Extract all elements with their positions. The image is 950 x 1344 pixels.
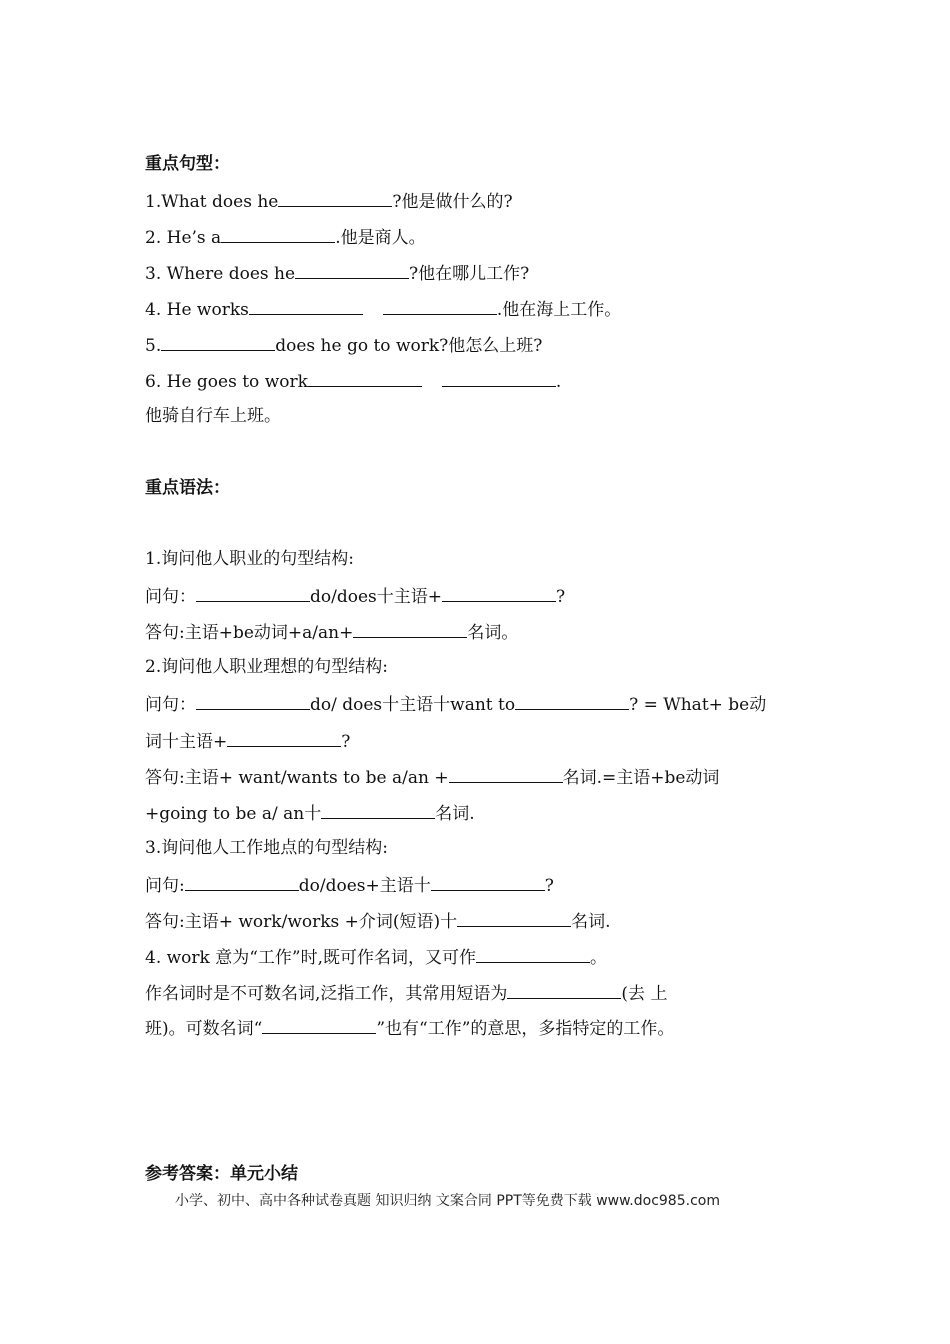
sentence-text: does he go to work?他怎么上班? [275, 336, 543, 356]
section-heading-sentences: 重点句型： [145, 154, 230, 174]
answer-blank[interactable] [457, 909, 571, 927]
answer-blank[interactable] [383, 297, 497, 315]
section-heading-grammar: 重点语法： [145, 478, 230, 498]
grammar-1-answer: 答句:主语+be动词+a/an+ 名词。 [145, 620, 518, 644]
sentence-text: ?他在哪儿工作? [409, 264, 530, 284]
answer-blank[interactable] [353, 620, 467, 638]
answers-heading: 参考答案：单元小结 [145, 1164, 298, 1184]
grammar-3-question: 问句: do/does+主语十 ? [145, 873, 554, 897]
grammar-2-title: 2.询问他人职业理想的句型结构: [145, 657, 388, 677]
answer-blank[interactable] [196, 692, 310, 710]
sentence-text: .他在海上工作。 [496, 300, 622, 320]
sentence-text: 6. He goes to work [145, 372, 308, 392]
sentence-translation: 他骑自行车上班。 [145, 406, 281, 426]
sentence-item-1 [145, 189, 513, 213]
answer-blank[interactable] [442, 584, 556, 602]
answer-blank[interactable] [507, 981, 621, 999]
answer-blank[interactable] [185, 873, 299, 891]
grammar-1-title: 1.询问他人职业的句型结构: [145, 549, 354, 569]
sentence-text: . [555, 372, 562, 392]
answer-blank[interactable] [227, 729, 341, 747]
grammar-4-line-2: 作名词时是不可数名词,泛指工作，其常用短语为 (去 上 [145, 981, 667, 1005]
answer-blank[interactable] [196, 584, 310, 602]
grammar-2-question: 问句： do/ does十主语十want to ? = What+ be动 [145, 692, 766, 716]
answer-blank[interactable] [308, 369, 422, 387]
grammar-4-line-3: 班)。可数名词“ ”也有“工作”的意思，多指特定的工作。 [145, 1016, 674, 1040]
sentence-item-6 [145, 369, 561, 393]
sentence-text: 3. Where does he [145, 264, 296, 284]
sentence-item-4 [145, 297, 621, 321]
sentence-text: 2. He’s a [145, 228, 222, 248]
sentence-text: .他是商人。 [335, 228, 426, 248]
answer-blank[interactable] [515, 692, 629, 710]
sentence-text: ?他是做什么的? [392, 192, 513, 212]
answer-blank[interactable] [249, 297, 363, 315]
answer-blank[interactable] [161, 333, 275, 351]
sentence-item-3 [145, 261, 529, 285]
grammar-2-question-cont: 词十主语+ ? [145, 729, 350, 753]
sentence-text: 4. He works [145, 300, 249, 320]
sentence-text: 5. [145, 336, 162, 356]
answer-blank[interactable] [449, 765, 563, 783]
grammar-1-question: 问句： do/does十主语+ ? [145, 584, 565, 608]
answer-blank[interactable] [278, 189, 392, 207]
grammar-2-answer-cont: +going to be a/ an十 名词. [145, 801, 475, 825]
answer-blank[interactable] [295, 261, 409, 279]
sentence-item-2 [145, 225, 426, 249]
sentence-text: 1.What does he [145, 192, 279, 212]
footer-watermark: 小学、初中、高中各种试卷真题 知识归纳 文案合同 PPT等免费下载 www.doc985.com [175, 1193, 720, 1209]
answer-blank[interactable] [476, 945, 590, 963]
grammar-3-answer: 答句:主语+ work/works +介词(短语)十 名词. [145, 909, 611, 933]
grammar-2-answer: 答句:主语+ want/wants to be a/an + 名词.=主语+be动词 [145, 765, 719, 789]
grammar-3-title: 3.询问他人工作地点的句型结构: [145, 838, 388, 858]
answer-blank[interactable] [431, 873, 545, 891]
answer-blank[interactable] [221, 225, 335, 243]
answer-blank[interactable] [321, 801, 435, 819]
sentence-item-5 [145, 333, 542, 357]
answer-blank[interactable] [442, 369, 556, 387]
answer-blank[interactable] [262, 1016, 376, 1034]
grammar-4-line-1: 4. work 意为“工作”时,既可作名词，又可作 。 [145, 945, 607, 969]
